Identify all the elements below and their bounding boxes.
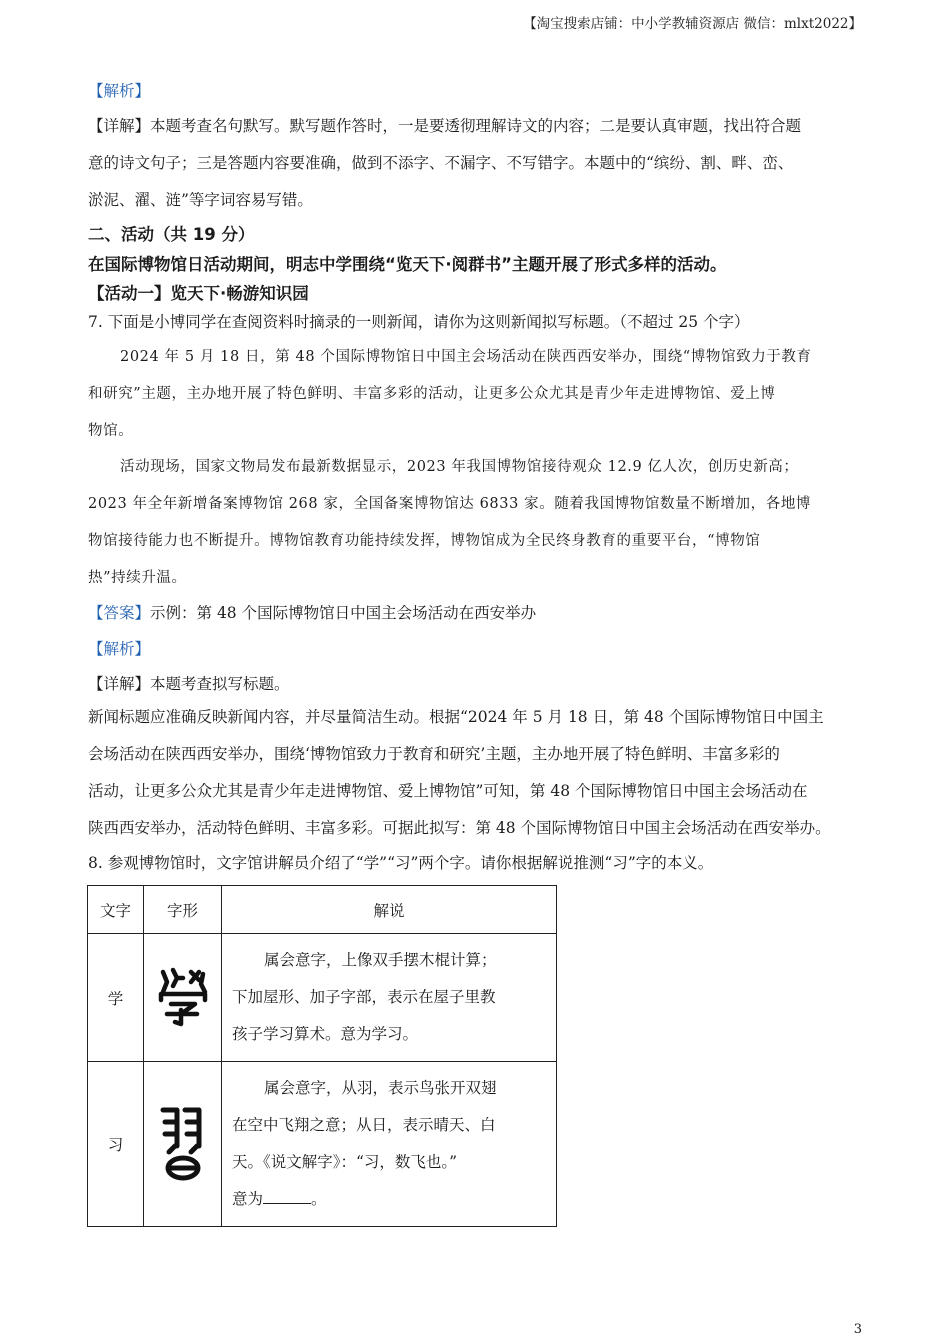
detail-text-line: 淤泥、濯、涟”等字词容易写错。 [88, 191, 313, 209]
detail-text: 本题考查拟写标题。 [150, 675, 290, 693]
answer-line [88, 602, 536, 624]
news-text-line: 2023 年全年新增备案博物馆 268 家，全国备案博物馆达 6833 家。随着我国博物馆数量不断增加，各地博 [88, 496, 812, 512]
detail-text-line: 陕西西安举办，活动特色鲜明、丰富多彩。可据此拟写：第 48 个国际博物馆日中国主会场活动在西安举办。 [88, 819, 831, 837]
detail-text-line: 会场活动在陕西西安举办，围绕‘博物馆致力于教育和研究’主题，主办地开展了特色鲜明、丰富多彩的 [88, 745, 780, 763]
explanation-cell [222, 1062, 557, 1227]
glyph-cell [144, 934, 222, 1062]
detail-text-line: 活动，让更多公众尤其是青少年走进博物馆、爱上博物馆”可知，第 48 个国际博物馆日中国主会场活动在 [88, 782, 808, 800]
detail-paragraph-line [88, 115, 801, 137]
answer-blank[interactable] [263, 1189, 311, 1204]
explanation-line [232, 1181, 546, 1218]
explanation-line: 孩子学习算术。意为学习。 [232, 1025, 419, 1043]
ancient-xue-glyph-icon [157, 966, 209, 1030]
question-8-stem: 8. 参观博物馆时，文字馆讲解员介绍了“学”“习”两个字。请你根据解说推测“习”字的本义。 [88, 854, 714, 872]
page-number: 3 [853, 1322, 862, 1337]
news-text-line: 活动现场，国家文物局发布最新数据显示，2023 年我国博物馆接待观众 12.9 亿人次，创历史新高； [120, 459, 799, 475]
section-title: 二、活动（共 19 分） [88, 225, 255, 244]
character-table [87, 885, 557, 1227]
detail-line [88, 673, 290, 695]
char-cell: 学 [88, 934, 144, 1062]
table-row [88, 1062, 557, 1227]
answer-text: 示例：第 48 个国际博物馆日中国主会场活动在西安举办 [150, 604, 537, 622]
detail-tag: 【详解】 [88, 675, 151, 693]
table-row [88, 934, 557, 1062]
table-header-cell: 解说 [222, 886, 557, 934]
detail-text: 本题考查名句默写。默写题作答时，一是要透彻理解诗文的内容；二是要认真审题，找出符合题 [150, 117, 802, 135]
news-text-line: 2024 年 5 月 18 日，第 48 个国际博物馆日中国主会场活动在陕西西安举办，围绕“博物馆致力于教育 [120, 349, 812, 365]
activity-title: 【活动一】览天下·畅游知识园 [88, 284, 309, 303]
detail-tag: 【详解】 [88, 117, 151, 135]
explanation-cell [222, 934, 557, 1062]
explanation-line: 属会意字，从羽，表示鸟张开双翅 [264, 1079, 497, 1097]
news-text-line: 物馆接待能力也不断提升。博物馆教育功能持续发挥，博物馆成为全民终身教育的重要平台，“博物馆 [88, 533, 761, 549]
answer-suffix: 。 [311, 1190, 327, 1208]
answer-prefix: 意为 [232, 1190, 264, 1208]
explanation-line: 天。《说文解字》：“习，数飞也。” [232, 1153, 458, 1171]
ancient-xi-glyph-icon [157, 1104, 209, 1184]
explanation-line: 在空中飞翔之意；从日，表示晴天、白 [232, 1116, 496, 1134]
section-intro: 在国际博物馆日活动期间，明志中学围绕“览天下·阅群书”主题开展了形式多样的活动。 [88, 255, 727, 274]
answer-tag: 【答案】 [88, 604, 151, 622]
question-7-stem: 7. 下面是小博同学在查阅资料时摘录的一则新闻，请你为这则新闻拟写标题。（不超过 25 个字） [88, 313, 750, 331]
news-text-line: 和研究”主题，主办地开展了特色鲜明、丰富多彩的活动，让更多公众尤其是青少年走进博物馆、爱上博 [88, 386, 776, 402]
news-text-line: 物馆。 [88, 423, 134, 439]
detail-text-line: 意的诗文句子；三是答题内容要准确，做到不添字、不漏字、不写错字。本题中的“缤纷、割、畔、峦、 [88, 154, 794, 172]
page-header: 【淘宝搜索店铺：中小学教辅资源店 微信：mlxt2022】 [523, 16, 862, 32]
table-header-cell: 文字 [88, 886, 144, 934]
news-text-line: 热”持续升温。 [88, 570, 187, 586]
glyph-cell [144, 1062, 222, 1227]
detail-text-line: 新闻标题应准确反映新闻内容，并尽量简洁生动。根据“2024 年 5 月 18 日，第 48 个国际博物馆日中国主 [88, 708, 824, 726]
table-header-cell: 字形 [144, 886, 222, 934]
explanation-line: 属会意字，上像双手摆木棍计算； [264, 951, 497, 969]
analysis-tag: 【解析】 [88, 640, 151, 658]
table-header-row [88, 886, 557, 934]
analysis-tag: 【解析】 [88, 82, 151, 100]
explanation-line: 下加屋形、加子字部，表示在屋子里教 [232, 988, 496, 1006]
char-cell: 习 [88, 1062, 144, 1227]
